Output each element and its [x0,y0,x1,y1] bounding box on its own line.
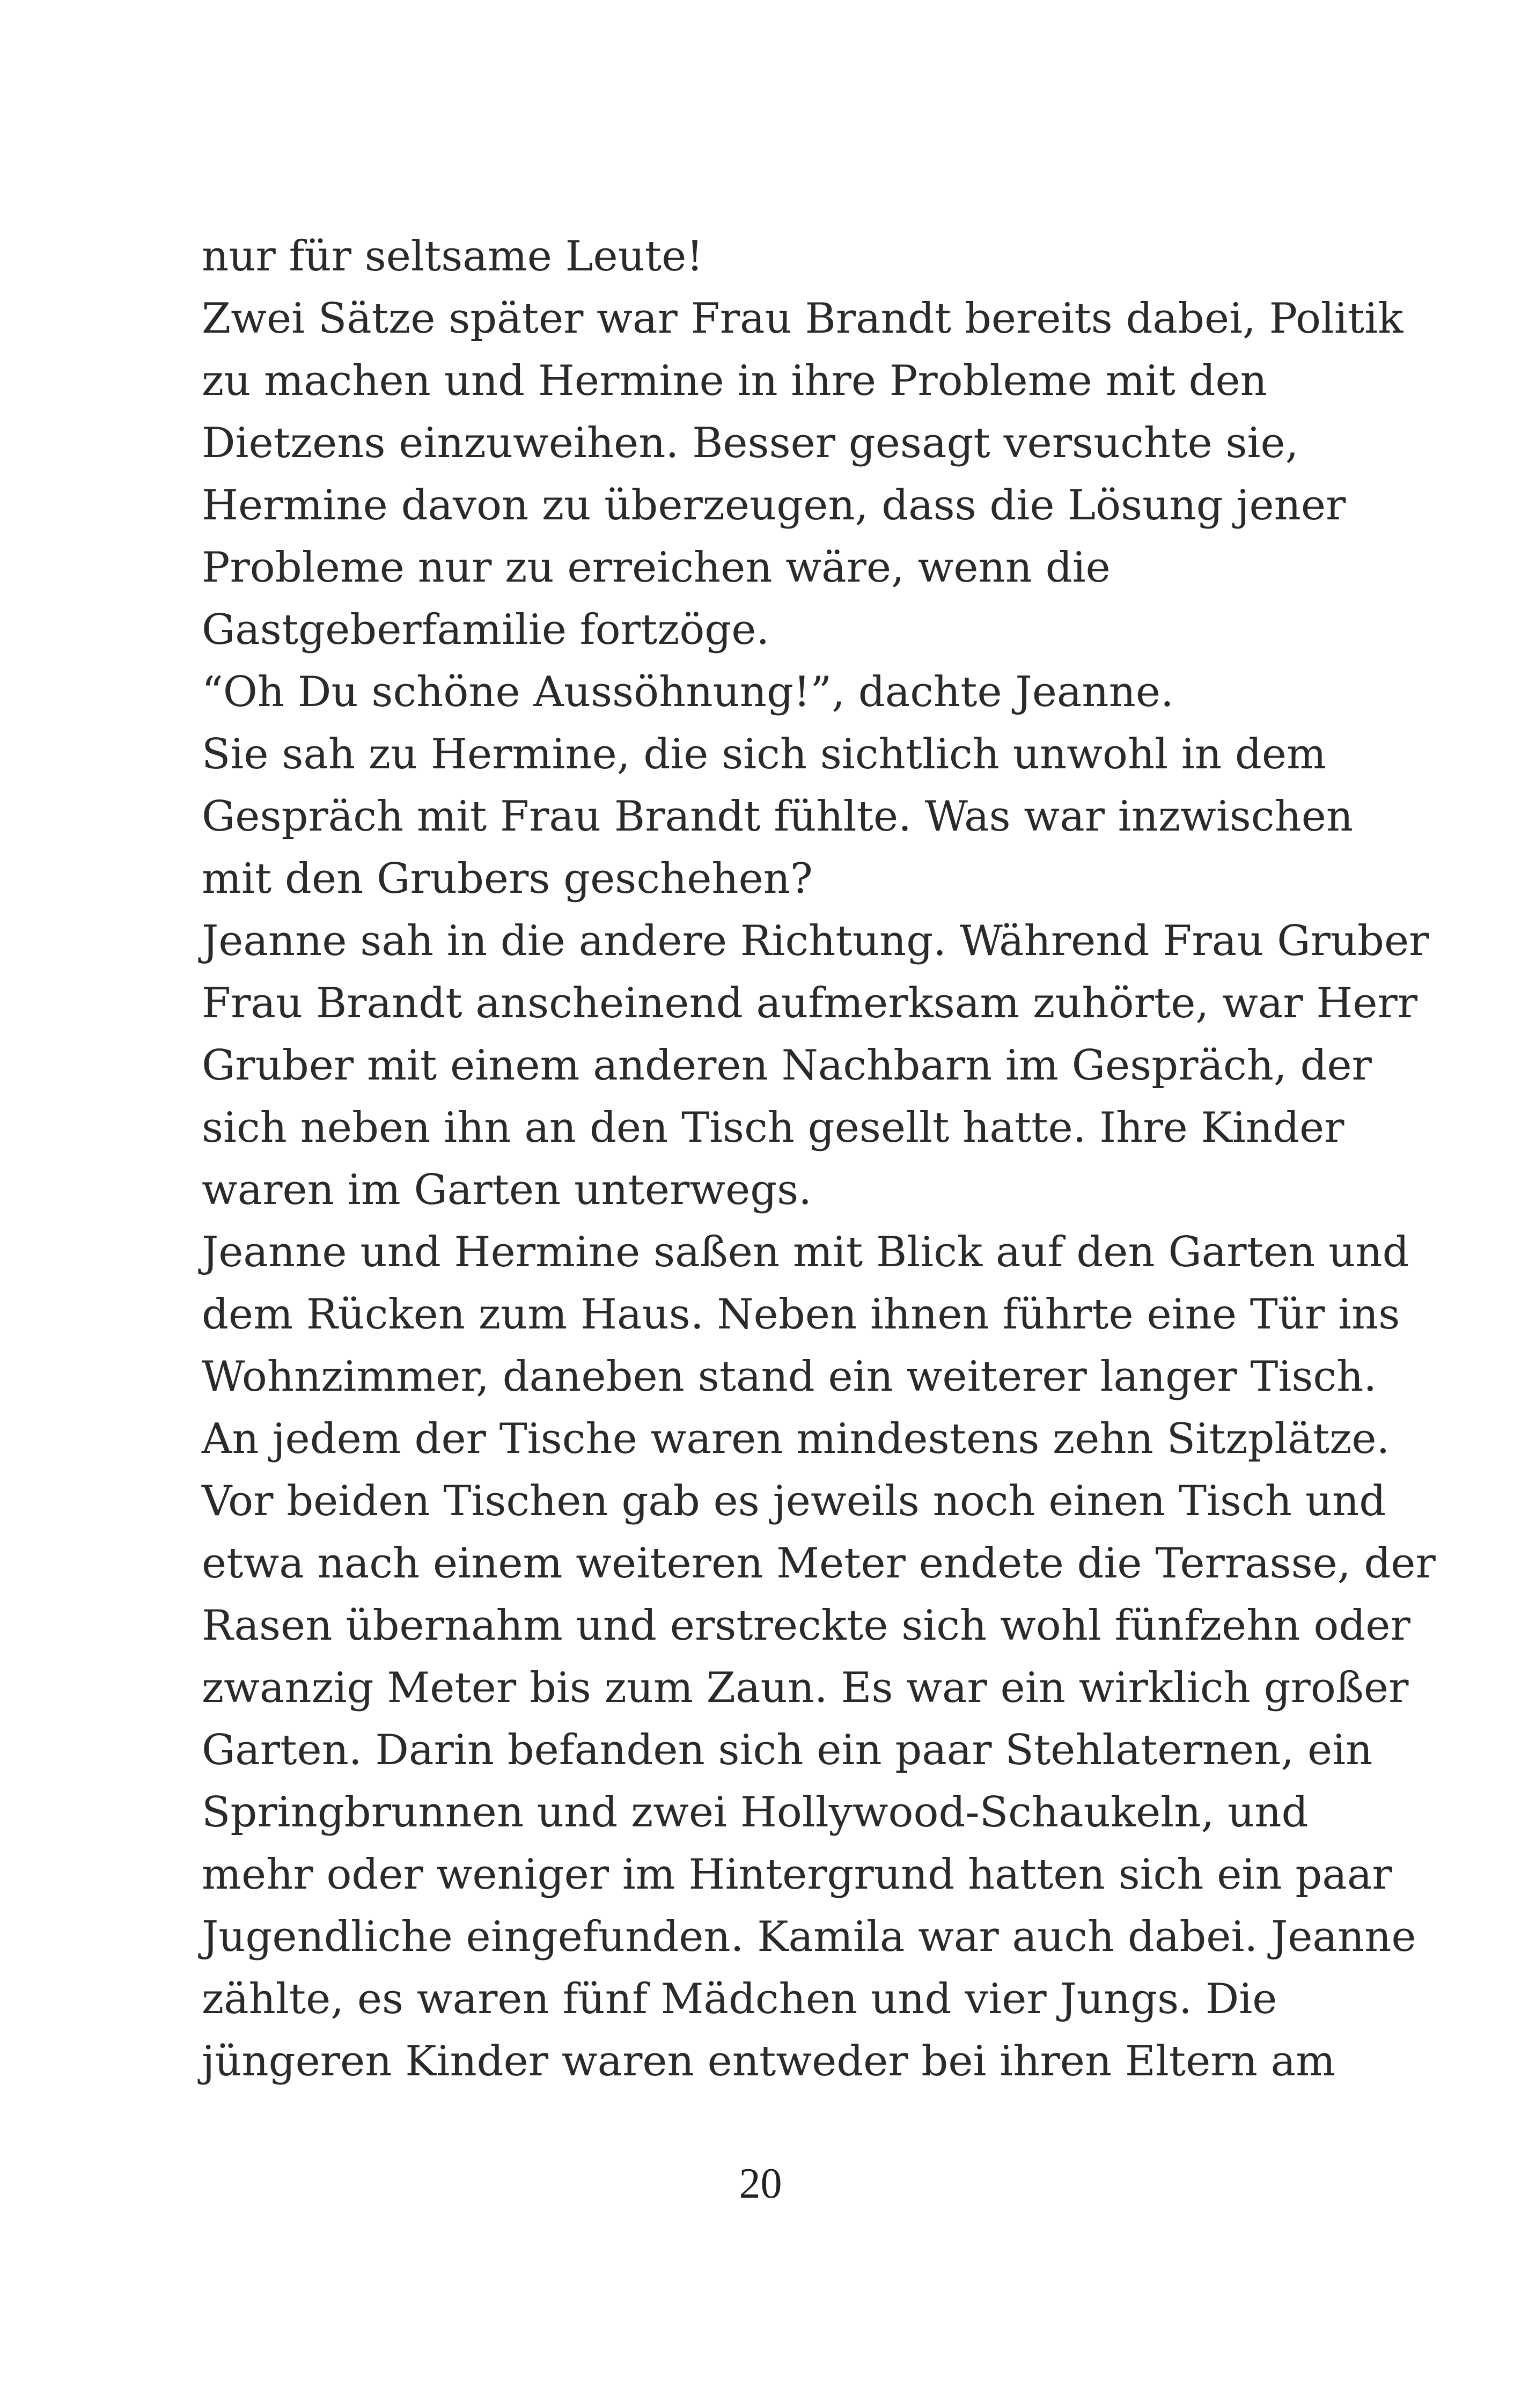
text-line: Garten. Darin befanden sich ein paar Stehlaternen, ein [202,1726,1373,1774]
text-line: Hermine davon zu überzeugen, dass die Lösung jener [202,481,1346,530]
text-line: mit den Grubers geschehen? [202,855,813,903]
text-line: Vor beiden Tischen gab es jeweils noch einen Tisch und [202,1477,1386,1525]
text-line: waren im Garten unterwegs. [202,1166,812,1214]
text-line: jüngeren Kinder waren entweder bei ihren Eltern am [202,2037,1336,2086]
page-number: 20 [739,2160,782,2207]
text-line: Gruber mit einem anderen Nachbarn im Gespräch, der [202,1041,1372,1090]
text-line: Wohnzimmer, daneben stand ein weiterer langer Tisch. [202,1353,1377,1401]
text-line: zählte, es waren fünf Mädchen und vier Jungs. Die [202,1975,1277,2023]
text-line: Springbrunnen und zwei Hollywood-Schaukeln, und [202,1788,1309,1837]
text-line: sich neben ihn an den Tisch gesellt hatte. Ihre Kinder [202,1104,1344,1152]
text-line: Sie sah zu Hermine, die sich sichtlich unwohl in dem [202,730,1326,779]
text-line: Dietzens einzuweihen. Besser gesagt versuchte sie, [202,419,1299,467]
text-line: etwa nach einem weiteren Meter endete die Terrasse, der [202,1539,1436,1588]
text-line: Jugendliche eingefunden. Kamila war auch dabei. Jeanne [202,1913,1416,1961]
text-line: Jeanne sah in die andere Richtung. Während Frau Gruber [202,917,1429,965]
text-line: mehr oder weniger im Hintergrund hatten sich ein paar [202,1851,1392,1899]
text-line: nur für seltsame Leute! [202,232,703,281]
text-line: Rasen übernahm und erstreckte sich wohl fünfzehn oder [202,1602,1410,1650]
text-line: Probleme nur zu erreichen wäre, wenn die [202,544,1111,592]
text-line: dem Rücken zum Haus. Neben ihnen führte eine Tür ins [202,1290,1400,1339]
text-line: “Oh Du schöne Aussöhnung!”, dachte Jeanne. [202,668,1174,716]
text-line: Jeanne und Hermine saßen mit Blick auf den Garten und [202,1228,1409,1276]
body-text [202,225,1436,2093]
text-line: Zwei Sätze später war Frau Brandt bereits dabei, Politik [202,295,1404,343]
text-line: Frau Brandt anscheinend aufmerksam zuhörte, war Herr [202,979,1418,1027]
text-line: Gespräch mit Frau Brandt fühlte. Was war inzwischen [202,792,1354,841]
text-line: Gastgeberfamilie fortzöge. [202,606,770,654]
text-line: An jedem der Tische waren mindestens zehn Sitzplätze. [202,1415,1390,1463]
text-line: zu machen und Hermine in ihre Probleme mit den [202,357,1267,405]
text-line: zwanzig Meter bis zum Zaun. Es war ein wirklich großer [202,1664,1409,1712]
